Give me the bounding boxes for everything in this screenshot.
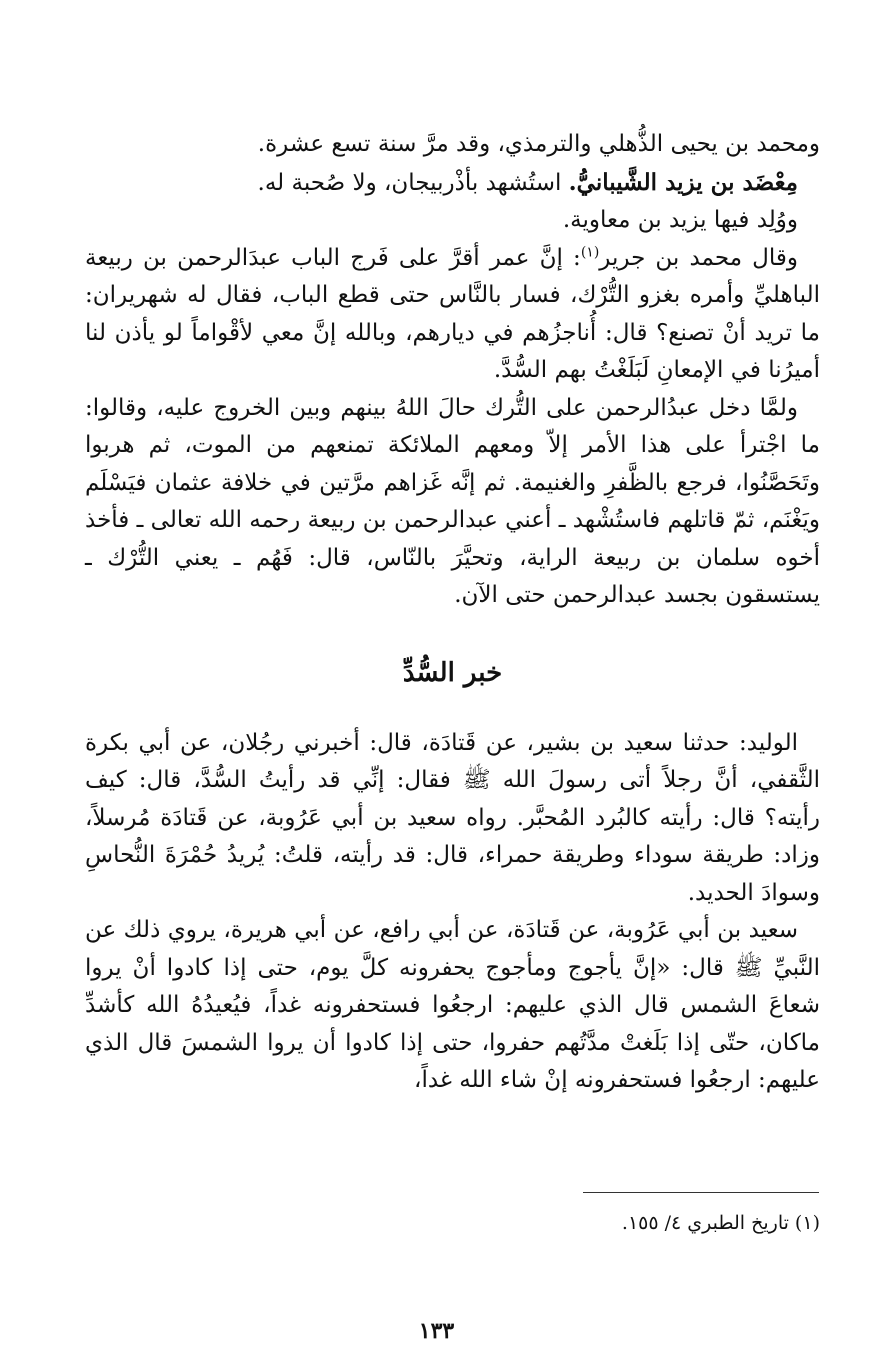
paragraph-5: ولمَّا دخل عبدُالرحمن على التُّرك حالَ اللهُ بينهم وبين الخروج عليه، وقالوا: ما اجْترأ على هذا الأمر إلاّ ومعهم الملائكة تمنعهم من الموت، ثم هربوا وتَحَصَّنُوا، فرجع بالظَّفرِ والغنيمة. ثم إنَّه غَزاهم مرَّتين في خلافة عثمان فيَسْلَم ويَغْنَم، ثمّ قاتلهم فاستُشْهد ـ أعني عبدالرحمن بن ربيعة رحمه الله تعالى ـ فأخذ أخوه سلمان بن ربيعة الراية، وتحيَّرَ بالنّاس، قال: فَهُم ـ يعني التُّرْك ـ يستسقون بجسد عبدالرحمن حتى الآن. — [85, 394, 820, 608]
footnote-reference: (١) — [580, 243, 600, 260]
paragraph-2-text: استُشهد بأذْربيجان، ولا صُحبة له. — [257, 169, 569, 196]
page-number: ١٣٣ — [418, 1318, 455, 1344]
paragraph-4-text: : إنَّ عمر أقرَّ على فَرج الباب عبدَالرحمن بن ربيعة الباهليِّ وأمره بغزو التُّرْك، فسار بالنَّاس حتى قطع الباب، فقال له شهريران: ما تريد أنْ تصنع؟ قال: أُناجزُهم في ديارهم، وبالله إنَّ معي لأقْواماً لو يأذن لنا أميرُنا في الإمعانِ لَبَلَغْتُ بهم السُّدَّ. — [85, 244, 820, 383]
page-body — [85, 126, 820, 1356]
person-name: مِعْضَد بن يزيد الشَّيبانيُّ. — [568, 168, 798, 196]
paragraph-1: ومحمد بن يحيى الذُّهلي والترمذي، وقد مرَّ سنة تسع عشرة. — [257, 131, 820, 157]
paragraph-4-lead: وقال محمد بن جرير — [599, 244, 798, 271]
paragraph-2 — [85, 164, 820, 203]
paragraph-6: الوليد: حدثنا سعيد بن بشير، عن قَتادَة، قال: أخبرني رجُلان، عن أبي بكرة الثَّقفي، أنَّ رجلاً أتى رسولَ الله ﷺ فقال: إنِّي قد رأيتُ السُّدَّ، قال: كيف رأيته؟ قال: رأيته كالبُرد المُحبَّر. رواه سعيد بن أبي عَرُوبة، عن قَتادَة مُرسلاً، وزاد: طريقة سوداء وطريقة حمراء، قال: قد رأيته، قلتُ: يُريدُ حُمْرَةَ النُّحاسِ وسوادَ الحديد. — [85, 729, 820, 906]
footnote-divider — [583, 1192, 819, 1193]
section-title: خبر السُّدِّ — [402, 657, 503, 688]
paragraph-7: سعيد بن أبي عَرُوبة، عن قَتادَة، عن أبي رافع، عن أبي هريرة، يروي ذلك عن النَّبيِّ ﷺ قال: «إنَّ يأجوج ومأجوج يحفرونه كلَّ يوم، حتى إذا كادوا أنْ يروا شعاعَ الشمس قال الذي عليهم: ارجعُوا فستحفرونه غداً، فيُعيدُهُ الله كأشدِّ ماكان، حتّى إذا بَلَغتْ مدَّتُهم حفروا، حتى إذا كادوا أن يروا الشمسَ قال الذي عليهم: ارجعُوا فستحفرونه إنْ شاء الله غداً، — [85, 917, 820, 1093]
footnote: (١) تاريخ الطبري ٤/ ١٥٥. — [621, 1212, 820, 1234]
paragraph-3: ووُلِد فيها يزيد بن معاوية. — [562, 207, 798, 233]
paragraph-4 — [85, 240, 820, 390]
